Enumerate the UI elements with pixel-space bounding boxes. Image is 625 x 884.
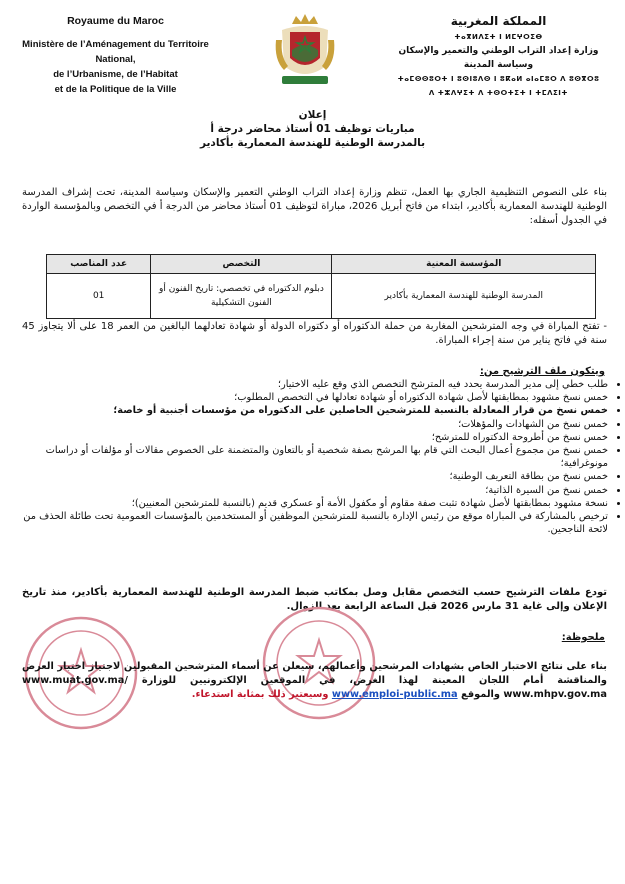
eligibility-paragraph: - تفتح المباراة في وجه المترشحين المغاربة من حملة الدكتوراه أو دكتوراه الدولة أو شهادة تعادلهما البالغين من العمر 18 على ألا يتجاوز 45 سنة في فاتح يناير من سنة إجراء المباراة. xyxy=(22,321,607,346)
files-title: ويتكون ملف الترشيح من: xyxy=(479,366,605,377)
note-title: ملحوظة: xyxy=(561,632,605,643)
list-item: • خمس نسخ من قرار المعادلة بالنسبة للمترشحين الحاصلين على الدكتوراه من مؤسسات أجنبية أو خاصة؛ xyxy=(18,404,608,417)
deposit-paragraph: تودع ملفات الترشيح حسب التخصص مقابل وصل بمكاتب ضبط المدرسة الوطنية للهندسة المعمارية بأكادير، منذ تاريخ الإعلان وإلى غاية 31 مارس 2026 قبل الساعة الرابعة بعد الزوال. xyxy=(22,587,607,612)
list-item: • خمس نسخ مشهود بمطابقتها لأصل شهادة الدكتوراه أو شهادة تعادلها في التخصص المطلوب؛ xyxy=(18,391,608,404)
note-text: بناء على نتائج الاختبار الخاص بشهادات المرشحين وأعمالهم، سيعلن عن أسماء المترشحين المقبولين لاجتياز اختبار العرض والمناقشة أمام اللجان المعينة لهذا الغرض، في الموقعين الإلكترونيين للوزارة www.muat.gov.ma/ www.mhpv.gov.ma والموقع xyxy=(22,661,607,700)
list-item: • خمس نسخ من السيرة الذاتية؛ xyxy=(18,484,608,497)
kingdom-ar: المملكة المغربية xyxy=(450,14,547,28)
title-line-1: مباريات توظيف 01 أستاذ محاضر درجة أ xyxy=(210,123,415,135)
list-item: • ترخيص بالمشاركة في المباراة موقع من رئيس الإدارة بالنسبة للمترشحين الموظفين أو المستخدمين بالمؤسسات العمومية تحت طائلة الحذف من لائحة الناجحين. xyxy=(18,510,608,536)
application-files-list xyxy=(18,378,622,536)
cell-institution: المدرسة الوطنية للهندسة المعمارية بأكادير xyxy=(332,274,596,319)
list-item: • نسخة مشهود بمطابقتها لأصل شهادة تثبت صفة مقاوم أو مكفول الأمة أو عسكري قديم (بالنسبة للمترشحين المعنيين)؛ xyxy=(18,497,608,510)
title-line-2: بالمدرسة الوطنية للهندسة المعمارية بأكادير xyxy=(199,137,426,149)
note-tail: وسيعتبر ذلك بمثابة استدعاء. xyxy=(191,689,329,700)
cell-count: 01 xyxy=(47,274,151,319)
positions-table xyxy=(46,254,596,319)
header-french xyxy=(8,14,223,97)
header-institution: المؤسسة المعنية xyxy=(332,255,596,274)
ministry-ar: وزارة إعداد التراب الوطني والتعمير والإسكان وسياسة المدينة xyxy=(398,46,599,70)
announcement-title xyxy=(150,108,475,150)
header-count: عدد المناصب xyxy=(47,255,151,274)
list-item: • طلب خطي إلى مدير المدرسة يحدد فيه المترشح التخصص الذي وقع عليه الاختيار؛ xyxy=(18,378,608,391)
list-item: • خمس نسخ من الشهادات والمؤهلات؛ xyxy=(18,418,608,431)
note-paragraph xyxy=(22,660,607,702)
ministry-tifinagh-line-1: ⵜⴰⵎⵙⵙⵓⵔⵜ ⵏ ⵓⵙⵏⵓⴷⵙ ⵏ ⵓⴽⴰⵍ ⴰⵏⴰⵎⵓⵔ ⴷ ⵓⵙⴳⵔⵓ xyxy=(397,75,600,83)
kingdom-tifinagh: ⵜⴰⴳⵍⴷⵉⵜ ⵏ ⵍⵎⵖⵔⵉⴱ xyxy=(454,33,543,41)
list-item: • خمس نسخ من أطروحة الدكتوراه للمترشح؛ xyxy=(18,431,608,444)
ministry-fr-line-2: de l’Urbanisme, de l’Habitat xyxy=(53,69,178,80)
list-item: • خمس نسخ من مجموع أعمال البحث التي قام بها المرشح بصفة شخصية أو بالتعاون والمتضمنة على الخصوص مقالات أو مؤلفات أو دراسات مونوغرافية؛ xyxy=(18,444,608,470)
table-header-row xyxy=(47,255,596,274)
ministry-tifinagh-line-2: ⴷ ⵜⵣⴷⵖⵉⵜ ⴷ ⵜⵙⵔⵜⵉⵜ ⵏ ⵜⵎⴷⵉⵏⵜ xyxy=(428,89,569,97)
header-specialty: التخصص xyxy=(151,255,332,274)
intro-paragraph: بناء على النصوص التنظيمية الجاري بها العمل، تنظم وزارة إعداد التراب الوطني التعمير والإسكان وسياسة المدينة، تحت إشراف المدرسة الوطنية للهندسة المعمارية بأكادير، ابتداء من فاتح أبريل 2026، مباراة لتوظيف 01 أستاذ محاضر من الدرجة أ في التخصص وبالمؤسسة الواردة في الجدول أسفله: xyxy=(22,187,607,226)
emploi-public-link[interactable]: www.emploi-public.ma xyxy=(331,689,458,700)
header-arabic xyxy=(386,14,611,100)
ministry-fr-line-1: Ministère de l’Aménagement du Territoire National, xyxy=(22,39,209,65)
title-announce: إعلان xyxy=(298,109,327,121)
moroccan-coat-of-arms-icon xyxy=(270,10,340,90)
kingdom-fr: Royaume du Maroc xyxy=(67,15,164,27)
table-row xyxy=(47,274,596,319)
list-item: • خمس نسخ من بطاقة التعريف الوطنية؛ xyxy=(18,470,608,483)
ministry-fr-line-3: et de la Politique de la Ville xyxy=(54,84,177,95)
cell-specialty: دبلوم الدكتوراه في تخصصي: تاريخ الفنون أو الفنون التشكيلية xyxy=(151,274,332,319)
